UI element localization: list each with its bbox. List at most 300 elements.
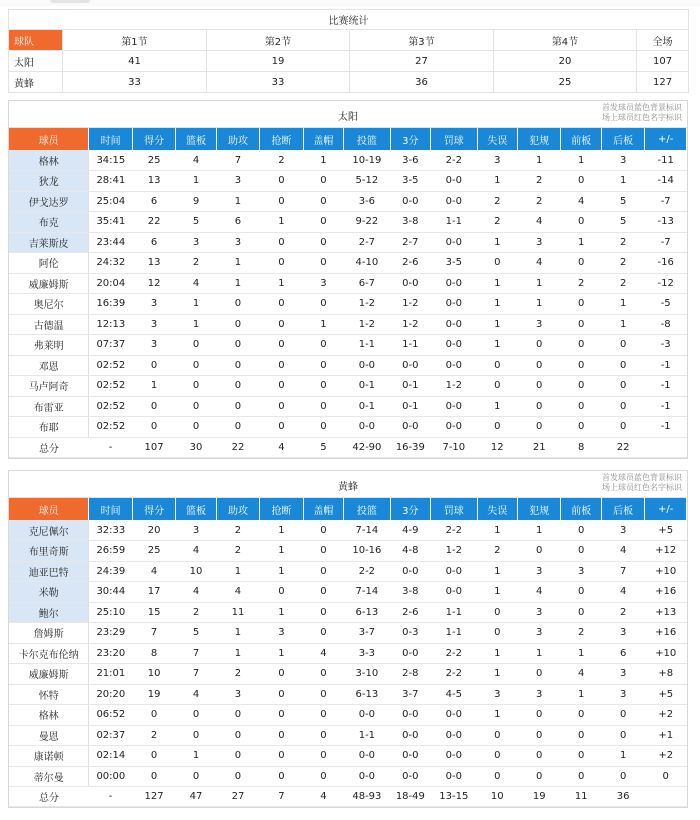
- stat-offensive-rebounds: 0: [561, 582, 601, 603]
- stat-offensive-rebounds: 0: [561, 294, 601, 315]
- player-name[interactable]: 布里奇斯: [9, 541, 89, 562]
- stat-free-throws: 0-0: [431, 582, 478, 603]
- stat-fouls: 3: [518, 623, 561, 644]
- stat-field-goals: 10-16: [344, 541, 391, 562]
- player-name[interactable]: 狄龙: [9, 171, 89, 192]
- stat-blocks: 1: [303, 150, 343, 171]
- stat-plus-minus: +1: [645, 725, 687, 746]
- stat-assists: 1: [216, 253, 259, 274]
- stat-free-throws: 2-2: [431, 150, 478, 171]
- player-name[interactable]: 奥尼尔: [9, 294, 89, 315]
- team-stats-suns: [8, 100, 688, 459]
- stat-three-pointers: 0-1: [390, 376, 430, 397]
- col-header-steals: 抢断: [260, 498, 303, 520]
- stat-rebounds: 1: [176, 314, 216, 335]
- stat-fouls: 3: [518, 232, 561, 253]
- stat-minutes: 16:39: [89, 294, 132, 315]
- total-assists: 22: [216, 437, 259, 457]
- stat-offensive-rebounds: 0: [561, 520, 601, 541]
- stat-steals: 0: [260, 582, 303, 603]
- player-name[interactable]: 布耶: [9, 417, 89, 438]
- stat-fouls: 4: [518, 582, 561, 603]
- stat-blocks: 0: [303, 541, 343, 562]
- player-name[interactable]: 曼恩: [9, 725, 89, 746]
- stat-fouls: 1: [518, 643, 561, 664]
- stat-turnovers: 0: [477, 725, 517, 746]
- stat-plus-minus: -13: [645, 212, 687, 233]
- summary-header-total: 全场: [637, 30, 689, 51]
- player-name[interactable]: 伊戈达罗: [9, 191, 89, 212]
- total-assists: 27: [216, 787, 259, 807]
- summary-q1-score: 33: [63, 72, 207, 93]
- stat-points: 0: [132, 705, 175, 726]
- stat-turnovers: 1: [477, 335, 517, 356]
- stat-field-goals: 9-22: [344, 212, 391, 233]
- stat-minutes: 23:29: [89, 623, 132, 644]
- player-row: [9, 212, 687, 233]
- stat-assists: 0: [216, 355, 259, 376]
- stat-steals: 3: [260, 623, 303, 644]
- stat-steals: 0: [260, 253, 303, 274]
- stat-minutes: 02:52: [89, 417, 132, 438]
- stat-rebounds: 2: [176, 253, 216, 274]
- stat-plus-minus: -11: [645, 150, 687, 171]
- stat-steals: 0: [260, 746, 303, 767]
- stat-offensive-rebounds: 0: [561, 376, 601, 397]
- player-name[interactable]: 詹姆斯: [9, 623, 89, 644]
- stat-assists: 0: [216, 376, 259, 397]
- stat-rebounds: 4: [176, 150, 216, 171]
- summary-total-score: 127: [637, 72, 689, 93]
- stat-minutes: 25:10: [89, 602, 132, 623]
- stat-turnovers: 1: [477, 643, 517, 664]
- stat-field-goals: 1-2: [344, 314, 391, 335]
- stat-steals: 1: [260, 273, 303, 294]
- stat-plus-minus: -3: [645, 335, 687, 356]
- stat-header-row: [9, 498, 687, 520]
- col-header-assists: 助攻: [216, 498, 259, 520]
- stat-assists: 3: [216, 684, 259, 705]
- stat-assists: 11: [216, 602, 259, 623]
- stat-assists: 1: [216, 191, 259, 212]
- stat-points: 20: [132, 520, 175, 541]
- stat-field-goals: 6-7: [344, 273, 391, 294]
- stat-fouls: 0: [518, 541, 561, 562]
- stat-blocks: 0: [303, 294, 343, 315]
- stat-plus-minus: -7: [645, 191, 687, 212]
- stat-rebounds: 1: [176, 746, 216, 767]
- player-name[interactable]: 弗莱明: [9, 335, 89, 356]
- player-row: [9, 314, 687, 335]
- col-header-free-throws: 罚球: [431, 128, 478, 150]
- total-field-goals: 42-90: [344, 437, 391, 457]
- stat-assists: 3: [216, 171, 259, 192]
- stat-rebounds: 7: [176, 643, 216, 664]
- summary-title: 比赛统计: [9, 10, 689, 30]
- stat-three-pointers: 0-0: [390, 746, 430, 767]
- stat-plus-minus: +5: [645, 520, 687, 541]
- stat-blocks: 0: [303, 396, 343, 417]
- stat-free-throws: 0-0: [431, 232, 478, 253]
- score-summary-table: [8, 9, 689, 93]
- stat-three-pointers: 0-0: [390, 725, 430, 746]
- stat-assists: 1: [216, 273, 259, 294]
- summary-q4-score: 25: [494, 72, 637, 93]
- stat-defensive-rebounds: 0: [601, 396, 644, 417]
- stat-field-goals: 7-14: [344, 520, 391, 541]
- stat-blocks: 0: [303, 664, 343, 685]
- player-row: [9, 520, 687, 541]
- player-name[interactable]: 布雷亚: [9, 396, 89, 417]
- player-name[interactable]: 布克: [9, 212, 89, 233]
- stat-steals: 0: [260, 705, 303, 726]
- stat-free-throws: 0-0: [431, 746, 478, 767]
- stat-field-goals: 4-10: [344, 253, 391, 274]
- stat-defensive-rebounds: 0: [601, 725, 644, 746]
- col-header-player-name: 球员: [9, 128, 89, 150]
- stat-steals: 1: [260, 643, 303, 664]
- stat-assists: 0: [216, 294, 259, 315]
- stat-plus-minus: +5: [645, 684, 687, 705]
- stat-plus-minus: -16: [645, 253, 687, 274]
- stat-rebounds: 0: [176, 335, 216, 356]
- stat-plus-minus: +16: [645, 582, 687, 603]
- stat-steals: 2: [260, 150, 303, 171]
- col-header-blocks: 盖帽: [303, 128, 343, 150]
- stat-field-goals: 3-7: [344, 623, 391, 644]
- stat-steals: 1: [260, 520, 303, 541]
- stat-points: 6: [132, 232, 175, 253]
- col-header-defensive-rebounds: 后板: [601, 128, 644, 150]
- player-name[interactable]: 卡尔克布伦纳: [9, 643, 89, 664]
- stat-minutes: 23:44: [89, 232, 132, 253]
- stat-defensive-rebounds: 2: [601, 253, 644, 274]
- team-total-row: [9, 787, 687, 807]
- stat-minutes: 20:04: [89, 273, 132, 294]
- stat-fouls: 0: [518, 335, 561, 356]
- player-name[interactable]: 古德温: [9, 314, 89, 335]
- player-row: [9, 253, 687, 274]
- player-row: [9, 232, 687, 253]
- stat-free-throws: 1-1: [431, 602, 478, 623]
- stat-blocks: 0: [303, 725, 343, 746]
- stat-free-throws: 2-2: [431, 520, 478, 541]
- stat-rebounds: 0: [176, 355, 216, 376]
- stat-assists: 0: [216, 396, 259, 417]
- stat-assists: 2: [216, 664, 259, 685]
- stat-defensive-rebounds: 5: [601, 191, 644, 212]
- stat-plus-minus: -12: [645, 273, 687, 294]
- stat-fouls: 3: [518, 561, 561, 582]
- stat-free-throws: 2-2: [431, 664, 478, 685]
- stat-turnovers: 1: [477, 232, 517, 253]
- stat-defensive-rebounds: 5: [601, 212, 644, 233]
- player-name[interactable]: 阿伦: [9, 253, 89, 274]
- stat-free-throws: 0-0: [431, 294, 478, 315]
- player-name[interactable]: 马卢阿奇: [9, 376, 89, 397]
- team-name: 黄蜂: [338, 482, 358, 493]
- stat-defensive-rebounds: 4: [601, 582, 644, 603]
- stat-assists: 0: [216, 335, 259, 356]
- stat-three-pointers: 2-6: [390, 253, 430, 274]
- stat-steals: 0: [260, 355, 303, 376]
- stat-offensive-rebounds: 1: [561, 232, 601, 253]
- stat-field-goals: 0-1: [344, 396, 391, 417]
- player-name[interactable]: 康诺顿: [9, 746, 89, 767]
- stat-points: 22: [132, 212, 175, 233]
- stat-field-goals: 0-1: [344, 376, 391, 397]
- stat-three-pointers: 0-0: [390, 355, 430, 376]
- total-label: 总分: [9, 437, 89, 457]
- stat-assists: 0: [216, 314, 259, 335]
- stat-plus-minus: -7: [645, 232, 687, 253]
- stat-points: 3: [132, 335, 175, 356]
- stat-minutes: 30:44: [89, 582, 132, 603]
- stat-blocks: 0: [303, 705, 343, 726]
- legend-note: [602, 473, 682, 493]
- total-plus-minus: [645, 437, 687, 457]
- stat-field-goals: 5-12: [344, 171, 391, 192]
- player-name[interactable]: 蒂尔曼: [9, 766, 89, 787]
- stat-fouls: 0: [518, 417, 561, 438]
- player-name[interactable]: 米勒: [9, 582, 89, 603]
- stat-defensive-rebounds: 0: [601, 335, 644, 356]
- player-name[interactable]: 鲍尔: [9, 602, 89, 623]
- col-header-minutes: 时间: [89, 128, 132, 150]
- stat-turnovers: 3: [477, 150, 517, 171]
- player-row: [9, 171, 687, 192]
- stat-field-goals: 0-0: [344, 746, 391, 767]
- player-name[interactable]: 格林: [9, 150, 89, 171]
- stat-points: 1: [132, 376, 175, 397]
- col-header-field-goals: 投篮: [344, 128, 391, 150]
- stat-minutes: 23:20: [89, 643, 132, 664]
- stat-rebounds: 5: [176, 212, 216, 233]
- stat-plus-minus: +16: [645, 623, 687, 644]
- stat-turnovers: 0: [477, 253, 517, 274]
- stat-turnovers: 1: [477, 171, 517, 192]
- stat-steals: 0: [260, 171, 303, 192]
- stat-free-throws: 0-0: [431, 191, 478, 212]
- stat-three-pointers: 1-2: [390, 314, 430, 335]
- col-header-assists: 助攻: [216, 128, 259, 150]
- col-header-plus-minus: +/-: [645, 128, 687, 150]
- player-row: [9, 582, 687, 603]
- stat-fouls: 3: [518, 602, 561, 623]
- player-name[interactable]: 威廉姆斯: [9, 664, 89, 685]
- summary-header-row: [9, 30, 689, 51]
- stat-blocks: 4: [303, 643, 343, 664]
- stat-assists: 1: [216, 643, 259, 664]
- stat-turnovers: 0: [477, 355, 517, 376]
- total-blocks: 4: [303, 787, 343, 807]
- stat-free-throws: 0-0: [431, 314, 478, 335]
- top-strip: [0, 0, 700, 6]
- stat-points: 12: [132, 273, 175, 294]
- player-row: [9, 150, 687, 171]
- summary-header-q3: 第3节: [350, 30, 494, 51]
- stat-free-throws: 0-0: [431, 335, 478, 356]
- stat-offensive-rebounds: 2: [561, 623, 601, 644]
- stat-free-throws: 1-1: [431, 623, 478, 644]
- stat-turnovers: 0: [477, 376, 517, 397]
- total-free-throws: 13-15: [431, 787, 478, 807]
- stat-rebounds: 1: [176, 294, 216, 315]
- col-header-offensive-rebounds: 前板: [561, 128, 601, 150]
- stat-plus-minus: +2: [645, 705, 687, 726]
- stat-free-throws: 0-0: [431, 705, 478, 726]
- stat-blocks: 0: [303, 582, 343, 603]
- stat-assists: 3: [216, 232, 259, 253]
- stat-assists: 0: [216, 417, 259, 438]
- col-header-fouls: 犯规: [518, 498, 561, 520]
- stat-three-pointers: 0-0: [390, 191, 430, 212]
- stat-fouls: 0: [518, 705, 561, 726]
- total-three-pointers: 16-39: [390, 437, 430, 457]
- stat-three-pointers: 0-0: [390, 273, 430, 294]
- player-name[interactable]: 克尼佩尔: [9, 520, 89, 541]
- stat-offensive-rebounds: 1: [561, 150, 601, 171]
- stat-blocks: 1: [303, 314, 343, 335]
- stat-defensive-rebounds: 3: [601, 520, 644, 541]
- stat-rebounds: 3: [176, 232, 216, 253]
- stat-offensive-rebounds: 0: [561, 335, 601, 356]
- stat-assists: 6: [216, 212, 259, 233]
- stat-three-pointers: 3-5: [390, 171, 430, 192]
- stat-fouls: 3: [518, 684, 561, 705]
- total-points: 107: [132, 437, 175, 457]
- stat-offensive-rebounds: 1: [561, 643, 601, 664]
- stat-rebounds: 4: [176, 582, 216, 603]
- stat-defensive-rebounds: 2: [601, 232, 644, 253]
- col-header-plus-minus: +/-: [645, 498, 687, 520]
- stat-turnovers: 0: [477, 417, 517, 438]
- stat-minutes: 24:39: [89, 561, 132, 582]
- stat-rebounds: 0: [176, 766, 216, 787]
- stat-blocks: 0: [303, 191, 343, 212]
- team-stats-hornets: [8, 470, 688, 808]
- stat-turnovers: 1: [477, 520, 517, 541]
- stat-points: 17: [132, 582, 175, 603]
- player-stats-table: [9, 128, 687, 458]
- player-row: [9, 664, 687, 685]
- stat-points: 13: [132, 171, 175, 192]
- stat-turnovers: 0: [477, 746, 517, 767]
- stat-three-pointers: 4-9: [390, 520, 430, 541]
- total-offensive-rebounds: 8: [561, 437, 601, 457]
- player-name[interactable]: 迪亚巴特: [9, 561, 89, 582]
- stat-free-throws: 3-5: [431, 253, 478, 274]
- stat-turnovers: 0: [477, 766, 517, 787]
- stat-minutes: 34:15: [89, 150, 132, 171]
- stat-offensive-rebounds: 2: [561, 273, 601, 294]
- stat-rebounds: 0: [176, 417, 216, 438]
- stat-field-goals: 3-6: [344, 191, 391, 212]
- stat-field-goals: 2-7: [344, 232, 391, 253]
- stat-blocks: 0: [303, 746, 343, 767]
- stat-fouls: 4: [518, 253, 561, 274]
- stat-fouls: 2: [518, 191, 561, 212]
- player-row: [9, 561, 687, 582]
- stat-three-pointers: 1-2: [390, 294, 430, 315]
- col-header-minutes: 时间: [89, 498, 132, 520]
- stat-fouls: 1: [518, 520, 561, 541]
- legend-note-starter: 首发球员蓝色背景标识: [602, 103, 682, 112]
- summary-q2-score: 19: [207, 51, 350, 72]
- col-header-fouls: 犯规: [518, 128, 561, 150]
- stat-turnovers: 1: [477, 294, 517, 315]
- stat-rebounds: 4: [176, 273, 216, 294]
- legend-note-oncourt: 场上球员红色名字标识: [602, 113, 682, 122]
- stat-assists: 0: [216, 766, 259, 787]
- stat-defensive-rebounds: 0: [601, 355, 644, 376]
- player-name[interactable]: 吉莱斯皮: [9, 232, 89, 253]
- col-header-three-pointers: 3分: [390, 498, 430, 520]
- col-header-points: 得分: [132, 498, 175, 520]
- player-name[interactable]: 格林: [9, 705, 89, 726]
- total-plus-minus: [645, 787, 687, 807]
- stat-fouls: 1: [518, 150, 561, 171]
- stat-points: 3: [132, 314, 175, 335]
- stat-rebounds: 9: [176, 191, 216, 212]
- player-name[interactable]: 威廉姆斯: [9, 273, 89, 294]
- team-name: 太阳: [338, 112, 358, 123]
- stat-defensive-rebounds: 0: [601, 417, 644, 438]
- team-title-bar: [9, 101, 687, 128]
- stat-plus-minus: -1: [645, 417, 687, 438]
- stat-assists: 0: [216, 746, 259, 767]
- summary-team-name: 黄蜂: [9, 72, 63, 93]
- stat-steals: 0: [260, 417, 303, 438]
- total-turnovers: 12: [477, 437, 517, 457]
- stat-steals: 1: [260, 602, 303, 623]
- stat-defensive-rebounds: 4: [601, 541, 644, 562]
- stat-minutes: 02:52: [89, 355, 132, 376]
- summary-header-team: 球队: [9, 30, 63, 51]
- stat-steals: 0: [260, 766, 303, 787]
- stat-defensive-rebounds: 0: [601, 705, 644, 726]
- stat-free-throws: 0-0: [431, 355, 478, 376]
- stat-blocks: 0: [303, 253, 343, 274]
- stat-minutes: 32:33: [89, 520, 132, 541]
- stat-free-throws: 4-5: [431, 684, 478, 705]
- player-name[interactable]: 怀特: [9, 684, 89, 705]
- player-row: [9, 376, 687, 397]
- player-name[interactable]: 邓恩: [9, 355, 89, 376]
- stat-free-throws: 0-0: [431, 417, 478, 438]
- player-stats-table: [9, 498, 687, 807]
- stat-points: 19: [132, 684, 175, 705]
- stat-fouls: 0: [518, 664, 561, 685]
- stat-defensive-rebounds: 1: [601, 171, 644, 192]
- total-minutes: -: [89, 437, 132, 457]
- stat-steals: 0: [260, 232, 303, 253]
- summary-q3-score: 27: [350, 51, 494, 72]
- stat-plus-minus: -1: [645, 355, 687, 376]
- stat-free-throws: 0-0: [431, 766, 478, 787]
- stat-turnovers: 3: [477, 684, 517, 705]
- total-blocks: 5: [303, 437, 343, 457]
- stat-steals: 0: [260, 376, 303, 397]
- stat-points: 4: [132, 561, 175, 582]
- stat-field-goals: 1-1: [344, 335, 391, 356]
- stat-three-pointers: 2-6: [390, 602, 430, 623]
- stat-plus-minus: +12: [645, 541, 687, 562]
- stat-minutes: 25:04: [89, 191, 132, 212]
- col-header-free-throws: 罚球: [431, 498, 478, 520]
- stat-plus-minus: -14: [645, 171, 687, 192]
- stat-defensive-rebounds: 3: [601, 150, 644, 171]
